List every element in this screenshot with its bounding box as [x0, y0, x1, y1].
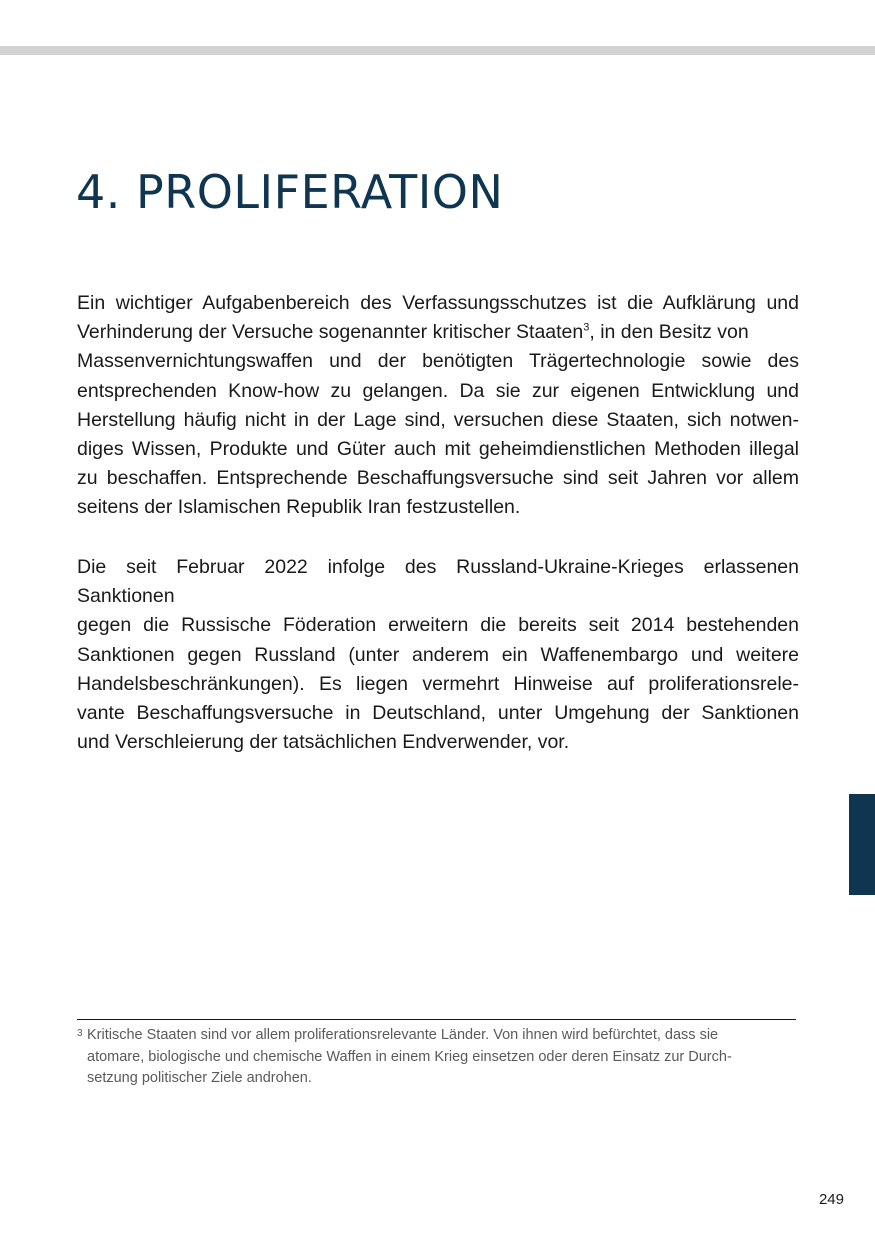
paragraph-line-text: Verhinderung der Versuche sogenannter kritischer Staaten	[77, 321, 584, 344]
footnote-reference[interactable]: 3	[583, 321, 590, 334]
paragraph-line: seitens der Islamischen Republik Iran festzustellen.	[77, 496, 521, 519]
paragraph-line-tail: , in den Besitz von	[589, 321, 749, 344]
footnote	[77, 1025, 787, 1090]
paragraph-line: diges Wissen, Produkte und Güter auch mit geheimdienstlichen Methoden illegal	[77, 438, 799, 461]
paragraph-line: entsprechenden Know-how zu gelangen. Da sie zur eigenen Entwicklung und	[77, 379, 799, 402]
paragraph-line: und Verschleierung der tatsächlichen Endverwender, vor.	[77, 731, 570, 754]
chapter-title: 4. PROLIFERATION	[76, 165, 504, 219]
footnote-body	[87, 1025, 787, 1090]
top-rule	[0, 46, 875, 55]
footnote-line: atomare, biologische und chemische Waffen in einem Krieg einsetzen oder deren Einsatz zur Durch-	[87, 1048, 732, 1065]
paragraph-line: Massenvernichtungswaffen und der benötigten Trägertechnologie sowie des	[77, 350, 799, 373]
footnote-marker: 3	[77, 1028, 83, 1039]
paragraph-line: Sanktionen gegen Russland (unter anderem ein Waffenembargo und weitere	[77, 643, 799, 666]
paragraph-1	[77, 289, 799, 523]
paragraph-line: Herstellung häufig nicht in der Lage sind, versuchen diese Staaten, sich notwen-	[77, 408, 799, 431]
footnote-line: setzung politischer Ziele androhen.	[87, 1070, 312, 1086]
footnote-rule	[77, 1019, 796, 1020]
paragraph-line: zu beschaffen. Entsprechende Beschaffungsversuche sind seit Jahren vor allem	[77, 467, 799, 490]
paragraph-line: Handelsbeschränkungen). Es liegen vermehrt Hinweise auf proliferationsrele-	[77, 672, 799, 695]
page-number: 249	[818, 1191, 844, 1208]
paragraph-line: Die seit Februar 2022 infolge des Russland-Ukraine-Krieges erlassenen Sanktionen	[77, 556, 799, 608]
paragraph-line: vante Beschaffungsversuche in Deutschland, unter Umgehung der Sanktionen	[77, 702, 799, 725]
paragraph-2	[77, 553, 799, 757]
footnote-line: Kritische Staaten sind vor allem proliferationsrelevante Länder. Von ihnen wird befürchtet, dass sie	[87, 1027, 719, 1043]
paragraph-line: Ein wichtiger Aufgabenbereich des Verfassungsschutzes ist die Aufklärung und	[77, 292, 799, 314]
paragraph-line	[77, 318, 799, 347]
chapter-side-tab	[849, 794, 875, 895]
paragraph-line: gegen die Russische Föderation erweitern die bereits seit 2014 bestehenden	[77, 614, 799, 637]
